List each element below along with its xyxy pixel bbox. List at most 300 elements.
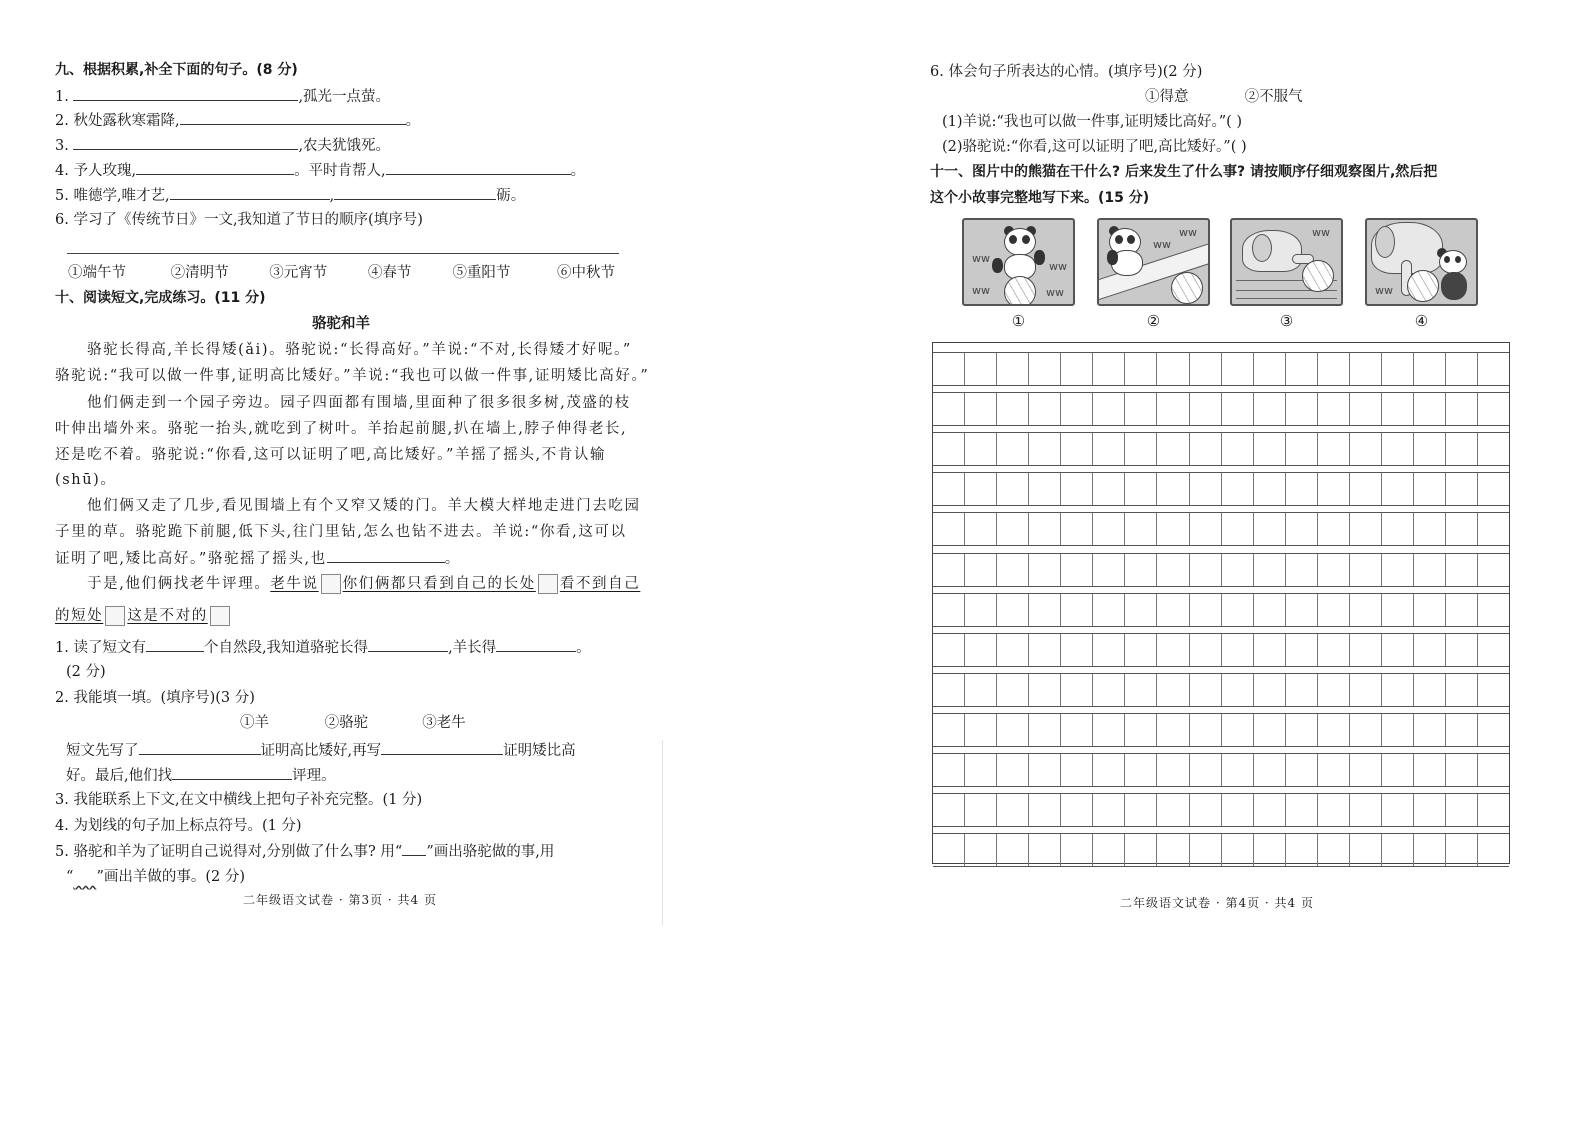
grid-cell[interactable] [1125,714,1157,746]
grid-cell[interactable] [1190,834,1222,866]
grid-cell[interactable] [1286,513,1318,545]
grid-cell[interactable] [1125,794,1157,826]
grid-cell[interactable] [1286,634,1318,666]
s9-item-1 [55,86,390,107]
grid-cell[interactable] [1254,794,1286,826]
grid-cell[interactable] [1029,714,1061,746]
answer-blank[interactable] [73,135,298,150]
answer-blank[interactable] [172,765,292,780]
grid-cell[interactable] [997,393,1029,425]
grid-cell[interactable] [1286,393,1318,425]
grid-cell[interactable] [1414,393,1446,425]
grid-cell[interactable] [1478,594,1509,626]
grid-cell[interactable] [1254,634,1286,666]
grid-cell[interactable] [1093,594,1125,626]
grid-cell[interactable] [1093,433,1125,465]
grid-cell[interactable] [1222,714,1254,746]
composition-writing-grid[interactable] [932,342,1510,864]
grid-cell[interactable] [1093,714,1125,746]
grid-cell[interactable] [933,554,965,586]
grid-cell[interactable] [1446,353,1478,385]
grid-cell[interactable] [1286,594,1318,626]
item-number: 6. [55,212,69,228]
answer-blank[interactable] [381,740,503,755]
panda-eye [1444,256,1450,263]
item-text: 予人玫瑰, [73,163,137,179]
grid-cell[interactable] [1190,714,1222,746]
grid-cell[interactable] [1478,634,1509,666]
grid-cell[interactable] [1318,393,1350,425]
grid-cell[interactable] [1350,353,1382,385]
grid-cell[interactable] [1414,714,1446,746]
grid-cell[interactable] [1478,674,1509,706]
grid-cell[interactable] [1446,834,1478,866]
grid-cell[interactable] [1061,554,1093,586]
grid-cell[interactable] [1254,513,1286,545]
grid-cell[interactable] [1382,794,1414,826]
grid-cell[interactable] [1446,433,1478,465]
grid-cell[interactable] [1382,473,1414,505]
grid-cell[interactable] [1190,393,1222,425]
panda-eye [1009,235,1017,244]
festival-order-blank[interactable] [67,253,619,254]
grid-cell[interactable] [1157,634,1189,666]
grid-cell[interactable] [1318,433,1350,465]
grid-cell[interactable] [1093,674,1125,706]
s9-item-5 [55,185,525,206]
grid-cell[interactable] [1382,634,1414,666]
grid-cell[interactable] [1157,554,1189,586]
grid-cell[interactable] [1318,353,1350,385]
grid-cell[interactable] [1414,754,1446,786]
grid-cell[interactable] [933,754,965,786]
story-last-para-line1 [87,574,640,594]
grid-cell[interactable] [1254,473,1286,505]
grid-cell[interactable] [1029,594,1061,626]
grid-cell[interactable] [1190,594,1222,626]
grid-cell[interactable] [1414,433,1446,465]
grid-cell[interactable] [933,794,965,826]
grid-cell[interactable] [933,393,965,425]
grid-cell[interactable] [1125,353,1157,385]
grid-cell[interactable] [1061,674,1093,706]
panda-eye [1022,235,1030,244]
s9-item-3 [55,135,390,156]
question-text: ”画出羊做的事。(2 分) [96,869,246,885]
question-5-cont [66,867,245,887]
water-line [1236,298,1337,300]
grid-cell[interactable] [1190,353,1222,385]
grid-cell[interactable] [1029,794,1061,826]
grid-cell[interactable] [1478,473,1509,505]
grid-cell[interactable] [1190,754,1222,786]
grid-cell[interactable] [1286,834,1318,866]
grid-row [933,753,1509,787]
answer-blank[interactable] [73,86,298,101]
exam-page-3 [0,0,662,940]
grid-cell[interactable] [1446,714,1478,746]
grid-cell[interactable] [1157,794,1189,826]
story-fill-blank[interactable] [327,548,445,563]
grid-cell[interactable] [1125,433,1157,465]
grid-cell[interactable] [1157,473,1189,505]
grid-cell[interactable] [1446,473,1478,505]
grid-row [933,633,1509,667]
grid-cell[interactable] [1061,513,1093,545]
grid-cell[interactable] [1157,353,1189,385]
item-text: ,农夫犹饿死。 [298,138,391,154]
grid-cell[interactable] [1157,594,1189,626]
answer-blank[interactable] [136,160,294,175]
grid-cell[interactable] [1382,353,1414,385]
grid-cell[interactable] [1446,513,1478,545]
grid-cell[interactable] [1478,554,1509,586]
grid-cell[interactable] [1157,433,1189,465]
grid-cell[interactable] [933,834,965,866]
grid-cell[interactable] [965,393,997,425]
grid-cell[interactable] [997,513,1029,545]
grid-cell[interactable] [1414,674,1446,706]
grid-cell[interactable] [1318,834,1350,866]
answer-blank[interactable] [170,185,330,200]
grid-cell[interactable] [965,353,997,385]
grid-cell[interactable] [1286,473,1318,505]
grid-cell[interactable] [1125,834,1157,866]
grid-cell[interactable] [1350,674,1382,706]
answer-blank[interactable] [334,185,496,200]
panda-arm [1034,250,1045,265]
question-text: 个自然段,我知道骆驼长得 [203,640,369,656]
grid-cell[interactable] [1157,393,1189,425]
grid-cell[interactable] [1350,634,1382,666]
grid-cell[interactable] [1350,393,1382,425]
grid-cell[interactable] [1029,353,1061,385]
grid-cell[interactable] [997,794,1029,826]
grid-cell[interactable] [1190,554,1222,586]
grid-cell[interactable] [1029,834,1061,866]
grid-cell[interactable] [1061,473,1093,505]
grid-cell[interactable] [1222,393,1254,425]
grid-cell[interactable] [1093,393,1125,425]
grid-cell[interactable] [1157,674,1189,706]
grid-cell[interactable] [997,834,1029,866]
grid-cell[interactable] [1318,674,1350,706]
grid-cell[interactable] [1190,513,1222,545]
grid-cell[interactable] [1382,554,1414,586]
grid-cell[interactable] [1125,674,1157,706]
grid-cell[interactable] [1222,594,1254,626]
grid-cell[interactable] [1157,834,1189,866]
grid-cell[interactable] [1414,634,1446,666]
underlined-sentence: 老牛说 [270,576,319,592]
grid-cell[interactable] [1061,353,1093,385]
q6-heading: 6. 体会句子所表达的心情。(填序号)(2 分) [930,64,1203,80]
grid-cell[interactable] [1254,594,1286,626]
grid-cell[interactable] [965,473,997,505]
page-footer: 二年级语文试卷 · 第3页 · 共4 页 [243,893,437,907]
grid-cell[interactable] [1222,754,1254,786]
grid-cell[interactable] [965,754,997,786]
section10-heading: 十、阅读短文,完成练习。(11 分) [55,290,266,306]
grid-cell[interactable] [1093,834,1125,866]
grid-cell[interactable] [1029,433,1061,465]
grid-cell[interactable] [1350,473,1382,505]
grid-cell[interactable] [965,714,997,746]
grid-cell[interactable] [933,674,965,706]
item-text: 秋处露秋寒霜降, [73,113,180,129]
grid-cell[interactable] [1093,554,1125,586]
grid-cell[interactable] [1478,834,1509,866]
grid-cell[interactable] [933,714,965,746]
grid-cell[interactable] [1446,554,1478,586]
grid-cell[interactable] [933,353,965,385]
q6-options [1145,87,1303,107]
grid-cell[interactable] [1318,794,1350,826]
grid-cell[interactable] [1318,513,1350,545]
grid-cell[interactable] [1222,794,1254,826]
grid-cell[interactable] [1446,754,1478,786]
grid-cell[interactable] [1382,594,1414,626]
grid-cell[interactable] [1029,393,1061,425]
section11-heading-line1: 十一、图片中的熊猫在干什么? 后来发生了什么事? 请按顺序仔细观察图片,然后把 [930,164,1438,180]
grid-cell[interactable] [1029,473,1061,505]
grid-cell[interactable] [997,594,1029,626]
grid-cell[interactable] [997,634,1029,666]
grid-cell[interactable] [1254,754,1286,786]
grid-cell[interactable] [933,513,965,545]
grid-cell[interactable] [1029,554,1061,586]
punctuation-box[interactable] [321,574,341,594]
grass-icon: ᴡᴡ [1049,260,1067,273]
grid-cell[interactable] [1414,513,1446,545]
grid-cell[interactable] [1254,554,1286,586]
grid-cell[interactable] [1029,634,1061,666]
story-line-with-blank: 证明了吧,矮比高好。”骆驼摇了摇头,也 。 [55,548,461,569]
grid-cell[interactable] [997,473,1029,505]
grid-cell[interactable] [1157,513,1189,545]
grid-cell[interactable] [1446,594,1478,626]
grid-cell[interactable] [1414,554,1446,586]
grid-cell[interactable] [997,353,1029,385]
grid-cell[interactable] [997,674,1029,706]
grid-cell[interactable] [1414,834,1446,866]
grid-cell[interactable] [1382,674,1414,706]
grid-cell[interactable] [1222,554,1254,586]
grid-cell[interactable] [1061,714,1093,746]
grid-cell[interactable] [1382,433,1414,465]
story-picture-2 [1097,218,1210,306]
grid-cell[interactable] [1414,353,1446,385]
punctuation-box[interactable] [210,606,230,626]
answer-blank[interactable] [180,110,406,125]
grid-cell[interactable] [965,834,997,866]
grid-cell[interactable] [933,473,965,505]
grid-cell[interactable] [1093,754,1125,786]
grid-cell[interactable] [1286,554,1318,586]
grid-cell[interactable] [1222,674,1254,706]
question-2: 2. 我能填一填。(填序号)(3 分) [55,690,255,706]
grid-cell[interactable] [1093,353,1125,385]
grass-icon: ᴡᴡ [1312,226,1330,239]
grid-cell[interactable] [1093,513,1125,545]
grid-cell[interactable] [1446,794,1478,826]
grass-icon: ᴡᴡ [972,284,990,297]
answer-blank[interactable] [139,740,261,755]
grid-cell[interactable] [1190,794,1222,826]
grid-cell[interactable] [965,433,997,465]
grid-cell[interactable] [1222,634,1254,666]
grid-cell[interactable] [1318,554,1350,586]
grid-cell[interactable] [1382,513,1414,545]
underlined-sentence: 这是不对的 [127,608,208,624]
grid-cell[interactable] [965,513,997,545]
grid-cell[interactable] [933,634,965,666]
grid-cell[interactable] [1125,754,1157,786]
grid-cell[interactable] [1286,714,1318,746]
grid-row [933,793,1509,827]
grid-cell[interactable] [1414,794,1446,826]
grid-cell[interactable] [1125,393,1157,425]
grid-cell[interactable] [1286,353,1318,385]
grid-cell[interactable] [1318,594,1350,626]
grid-cell[interactable] [1222,473,1254,505]
grid-cell[interactable] [1061,433,1093,465]
grid-cell[interactable] [1190,634,1222,666]
grid-cell[interactable] [1478,513,1509,545]
grid-cell[interactable] [1318,714,1350,746]
grid-cell[interactable] [1061,393,1093,425]
grid-cell[interactable] [1254,433,1286,465]
grid-cell[interactable] [1350,513,1382,545]
answer-blank[interactable] [146,637,204,652]
panda-arm [1107,250,1118,265]
grid-cell[interactable] [1125,634,1157,666]
grid-cell[interactable] [1286,754,1318,786]
grid-cell[interactable] [933,594,965,626]
grid-cell[interactable] [965,554,997,586]
underlined-sentence: 的短处 [55,608,104,624]
grid-cell[interactable] [1125,513,1157,545]
grid-cell[interactable] [1157,754,1189,786]
grid-cell[interactable] [1478,794,1509,826]
grid-cell[interactable] [1125,473,1157,505]
grid-cell[interactable] [1061,594,1093,626]
grid-cell[interactable] [1318,634,1350,666]
grid-cell[interactable] [1254,353,1286,385]
grid-cell[interactable] [1286,674,1318,706]
grid-cell[interactable] [1478,714,1509,746]
grid-cell[interactable] [1350,794,1382,826]
grid-cell[interactable] [1318,473,1350,505]
grid-cell[interactable] [1350,714,1382,746]
grid-cell[interactable] [1222,834,1254,866]
grid-cell[interactable] [1382,714,1414,746]
grid-cell[interactable] [965,594,997,626]
answer-blank[interactable] [386,160,571,175]
grid-cell[interactable] [997,714,1029,746]
grid-cell[interactable] [997,554,1029,586]
grid-cell[interactable] [1093,794,1125,826]
grid-cell[interactable] [1286,794,1318,826]
question-4: 4. 为划线的句子加上标点符号。(1 分) [55,818,302,834]
grid-cell[interactable] [1446,634,1478,666]
grid-cell[interactable] [965,794,997,826]
story-line: 他们俩走到一个园子旁边。园子四面都有围墙,里面种了很多很多树,茂盛的枝 [87,395,631,411]
grid-cell[interactable] [1286,433,1318,465]
grid-cell[interactable] [1125,594,1157,626]
option: ①端午节 [68,265,126,281]
grid-cell[interactable] [1478,393,1509,425]
grid-cell[interactable] [1061,794,1093,826]
grid-cell[interactable] [1093,473,1125,505]
grid-cell[interactable] [1350,754,1382,786]
grid-cell[interactable] [1029,754,1061,786]
question-3: 3. 我能联系上下文,在文中横线上把句子补充完整。(1 分) [55,792,423,808]
punctuation-box[interactable] [538,574,558,594]
grid-cell[interactable] [1061,754,1093,786]
grid-cell[interactable] [1254,834,1286,866]
grid-cell[interactable] [965,674,997,706]
grid-cell[interactable] [933,433,965,465]
grid-cell[interactable] [1254,674,1286,706]
option: ③元宵节 [269,265,328,281]
grid-cell[interactable] [1190,674,1222,706]
grid-cell[interactable] [997,754,1029,786]
grid-cell[interactable] [1414,594,1446,626]
story-line: 骆驼说:“我可以做一件事,证明高比矮好。”羊说:“我也可以做一件事,证明矮比高好。” [55,368,650,384]
grid-cell[interactable] [1222,353,1254,385]
grid-cell[interactable] [1382,393,1414,425]
grid-cell[interactable] [1190,473,1222,505]
grid-cell[interactable] [1350,433,1382,465]
item-text: 学习了《传统节日》一文,我知道了节日的顺序(填序号) [73,212,423,228]
grid-cell[interactable] [1125,554,1157,586]
grid-cell[interactable] [1446,674,1478,706]
grid-row [933,392,1509,426]
grid-cell[interactable] [1350,594,1382,626]
s9-item-4 [55,160,585,181]
grid-cell[interactable] [1029,674,1061,706]
grid-cell[interactable] [1382,834,1414,866]
grid-cell[interactable] [1061,834,1093,866]
grid-cell[interactable] [1446,393,1478,425]
grid-cell[interactable] [1350,834,1382,866]
grid-cell[interactable] [1478,754,1509,786]
grid-cell[interactable] [1254,393,1286,425]
punctuation-box[interactable] [105,606,125,626]
item-text: 砺。 [496,188,526,204]
grid-cell[interactable] [1157,714,1189,746]
answer-blank[interactable] [368,637,448,652]
grid-cell[interactable] [1382,754,1414,786]
item-text: 。平时肯帮人, [294,163,386,179]
grid-cell[interactable] [1350,554,1382,586]
grid-cell[interactable] [965,634,997,666]
grid-cell[interactable] [997,433,1029,465]
grid-cell[interactable] [1254,714,1286,746]
grid-cell[interactable] [1478,353,1509,385]
grid-cell[interactable] [1318,754,1350,786]
grid-cell[interactable] [1222,513,1254,545]
answer-blank[interactable] [496,637,576,652]
grid-cell[interactable] [1061,634,1093,666]
grid-cell[interactable] [1222,433,1254,465]
grid-cell[interactable] [1093,634,1125,666]
grid-cell[interactable] [1029,513,1061,545]
grid-cell[interactable] [1414,473,1446,505]
grid-cell[interactable] [1190,433,1222,465]
grid-cell[interactable] [1478,433,1509,465]
